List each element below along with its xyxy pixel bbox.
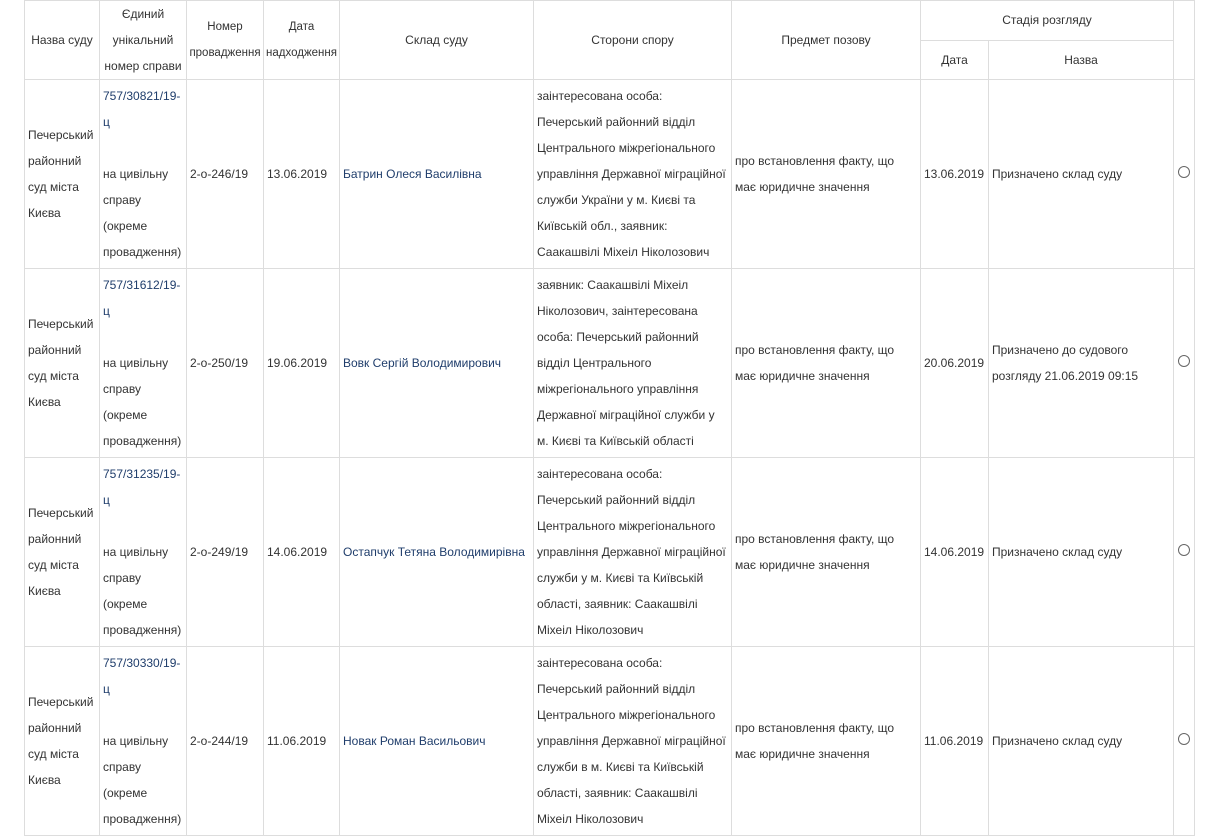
case-number-link[interactable]: 757/30330/19-ц: [103, 656, 181, 696]
case-type-text: на цивільну справу (окреме провадження): [103, 734, 182, 826]
judge-cell: Новак Роман Васильович: [340, 647, 534, 836]
header-case-number: Єдиний унікальний номер справи: [100, 1, 187, 80]
claim-subject-cell: про встановлення факту, що має юридичне значення: [732, 647, 921, 836]
stage-date-cell: 13.06.2019: [921, 80, 989, 269]
table-row: [25, 647, 1195, 836]
claim-subject-cell: про встановлення факту, що має юридичне значення: [732, 269, 921, 458]
parties-cell: заінтересована особа: Печерський районний відділ Центрального міжрегіонального управління Державної міграційної служби України у м. Києві та Київській обл., заявник: Саакашвілі Міхеіл Ніколозович: [534, 80, 732, 269]
court-name-cell: Печерський районний суд міста Києва: [25, 80, 100, 269]
parties-cell: заявник: Саакашвілі Міхеіл Ніколозович, заінтересована особа: Печерський районний відділ Центрального міжрегіонального управління Державної міграційної служби у м. Києві та Київській області: [534, 269, 732, 458]
select-cell: [1174, 647, 1195, 836]
select-radio[interactable]: [1178, 166, 1190, 178]
header-court-name: Назва суду: [25, 1, 100, 80]
case-number-cell: [100, 647, 187, 836]
received-date-cell: 19.06.2019: [264, 269, 340, 458]
claim-subject-cell: про встановлення факту, що має юридичне значення: [732, 80, 921, 269]
header-stage-name: Назва: [989, 40, 1174, 80]
received-date-cell: 11.06.2019: [264, 647, 340, 836]
stage-date-cell: 14.06.2019: [921, 458, 989, 647]
header-proceeding-number: Номер провадження: [187, 1, 264, 80]
proceeding-number-cell: 2-о-246/19: [187, 80, 264, 269]
header-court-composition: Склад суду: [340, 1, 534, 80]
judge-cell: Батрин Олеся Василівна: [340, 80, 534, 269]
case-type-text: на цивільну справу (окреме провадження): [103, 545, 182, 637]
parties-cell: заінтересована особа: Печерський районний відділ Центрального міжрегіонального управління Державної міграційної служби в м. Києві та Київській області, заявник: Саакашвілі Міхеіл Ніколозович: [534, 647, 732, 836]
header-select: [1174, 1, 1195, 80]
stage-date-cell: 20.06.2019: [921, 269, 989, 458]
case-number-cell: [100, 269, 187, 458]
court-cases-table: [24, 0, 1195, 836]
table-row: [25, 269, 1195, 458]
select-cell: [1174, 458, 1195, 647]
parties-cell: заінтересована особа: Печерський районний відділ Центрального міжрегіонального управління Державної міграційної служби у м. Києві та Київській області, заявник: Саакашвілі Міхеіл Ніколозович: [534, 458, 732, 647]
header-stage: Стадія розгляду: [921, 1, 1174, 41]
judge-cell: Остапчук Тетяна Володимирівна: [340, 458, 534, 647]
case-number-cell: [100, 80, 187, 269]
case-number-link[interactable]: 757/31612/19-ц: [103, 278, 181, 318]
stage-date-cell: 11.06.2019: [921, 647, 989, 836]
proceeding-number-cell: 2-о-249/19: [187, 458, 264, 647]
court-name-cell: Печерський районний суд міста Києва: [25, 458, 100, 647]
case-number-link[interactable]: 757/31235/19-ц: [103, 467, 181, 507]
proceeding-number-cell: 2-о-250/19: [187, 269, 264, 458]
court-name-cell: Печерський районний суд міста Києва: [25, 269, 100, 458]
select-radio[interactable]: [1178, 355, 1190, 367]
stage-name-cell: Призначено склад суду: [989, 458, 1174, 647]
claim-subject-cell: про встановлення факту, що має юридичне значення: [732, 458, 921, 647]
case-number-link[interactable]: 757/30821/19-ц: [103, 89, 181, 129]
judge-cell: Вовк Сергій Володимирович: [340, 269, 534, 458]
header-claim-subject: Предмет позову: [732, 1, 921, 80]
select-radio[interactable]: [1178, 733, 1190, 745]
header-parties: Сторони спору: [534, 1, 732, 80]
stage-name-cell: Призначено склад суду: [989, 80, 1174, 269]
received-date-cell: 13.06.2019: [264, 80, 340, 269]
select-cell: [1174, 80, 1195, 269]
stage-name-cell: Призначено склад суду: [989, 647, 1174, 836]
select-radio[interactable]: [1178, 544, 1190, 556]
stage-name-cell: Призначено до судового розгляду 21.06.2019 09:15: [989, 269, 1174, 458]
case-type-text: на цивільну справу (окреме провадження): [103, 356, 182, 448]
case-type-text: на цивільну справу (окреме провадження): [103, 167, 182, 259]
select-cell: [1174, 269, 1195, 458]
case-number-cell: [100, 458, 187, 647]
proceeding-number-cell: 2-о-244/19: [187, 647, 264, 836]
header-received-date: Дата надходження: [264, 1, 340, 80]
table-row: [25, 80, 1195, 269]
table-row: [25, 458, 1195, 647]
header-stage-date: Дата: [921, 40, 989, 80]
court-name-cell: Печерський районний суд міста Києва: [25, 647, 100, 836]
header-row: [25, 1, 1195, 41]
received-date-cell: 14.06.2019: [264, 458, 340, 647]
